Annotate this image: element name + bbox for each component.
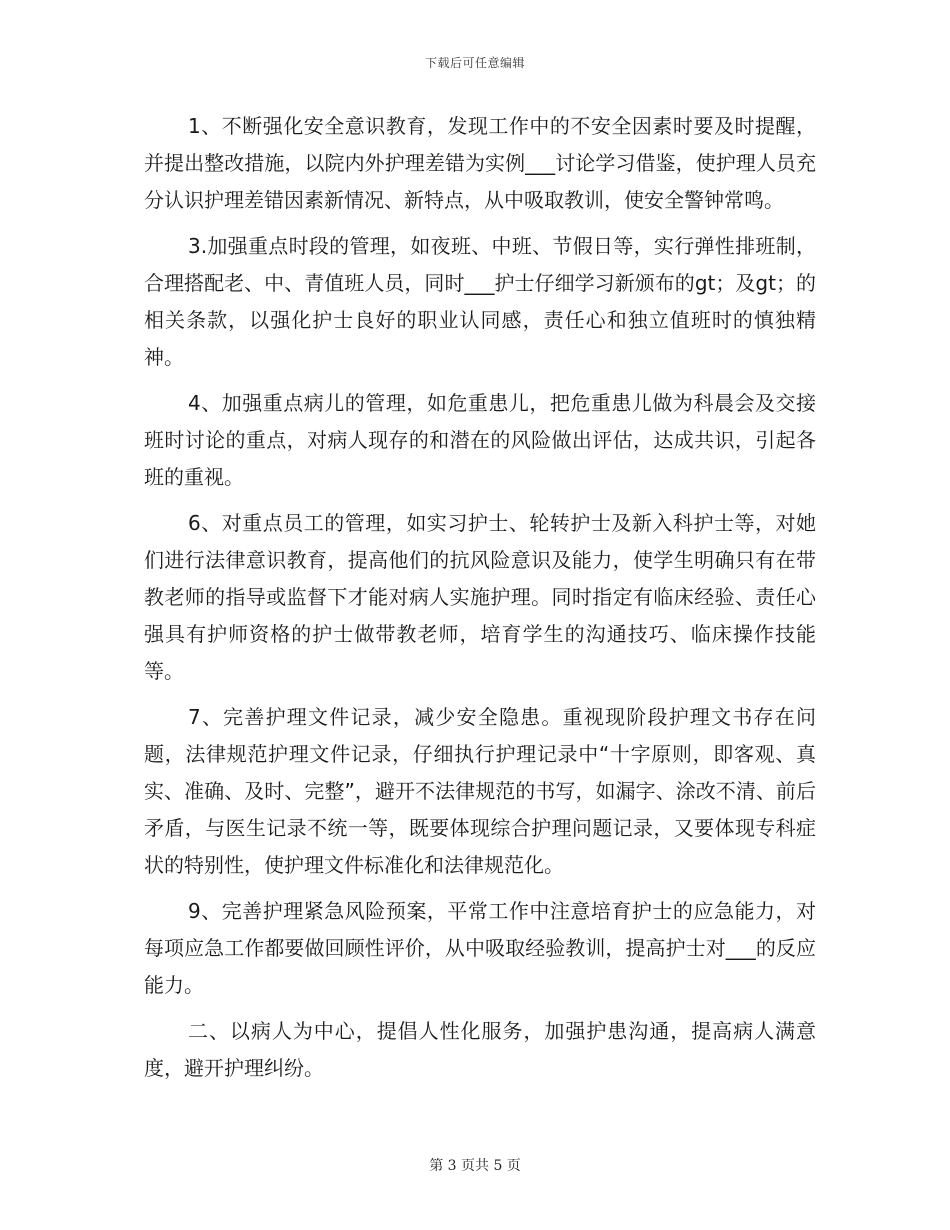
page-number: 第 3 页共 5 页 <box>429 1158 521 1174</box>
paragraph-4: 4、加强重点病儿的管理，如危重患儿，把危重患儿做为科晨会及交接班时讨论的重点，对病人现存的和潜在的风险做出评估，达成共识，引起各班的重视。 <box>144 391 816 489</box>
paragraph-3: 3.加强重点时段的管理，如夜班、中班、节假日等，实行弹性排班制，合理搭配老、中、青值班人员，同时___护士仔细学习新颁布的gt；及gt；的相关条款，以强化护士良好的职业认同感，责任心和独立值班时的慎独精神。 <box>144 234 816 369</box>
paragraph-9: 9、完善护理紧急风险预案，平常工作中注意培育护士的应急能力，对每项应急工作都要做回顾性评价，从中吸取经验教训，提高护士对___的反应能力。 <box>144 899 816 997</box>
paragraph-1: 1、不断强化安全意识教育，发现工作中的不安全因素时要及时提醒，并提出整改措施，以院内外护理差错为实例___讨论学习借鉴，使护理人员充分认识护理差错因素新情况、新特点，从中吸取教训，使安全警钟常鸣。 <box>144 114 816 212</box>
document-body <box>144 108 816 1096</box>
paragraph-6: 6、对重点员工的管理，如实习护士、轮转护士及新入科护士等，对她们进行法律意识教育，提高他们的抗风险意识及能力，使学生明确只有在带教老师的指导或监督下才能对病人实施护理。同时指定有临床经验、责任心强具有护师资格的护士做带教老师，培育学生的沟通技巧、临床操作技能等。 <box>144 511 816 683</box>
page-header: 下载后可任意编辑 <box>424 56 525 70</box>
paragraph-section-2: 二、以病人为中心，提倡人性化服务，加强护患沟通，提高病人满意度，避开护理纠纷。 <box>144 1019 816 1080</box>
paragraph-7: 7、完善护理文件记录，减少安全隐患。重视现阶段护理文书存在问题，法律规范护理文件记录，仔细执行护理记录中“十字原则，即客观、真实、准确、及时、完整”，避开不法律规范的书写，如漏字、涂改不清、前后矛盾，与医生记录不统一等，既要体现综合护理问题记录，又要体现专科症状的特别性，使护理文件标准化和法律规范化。 <box>144 705 816 877</box>
